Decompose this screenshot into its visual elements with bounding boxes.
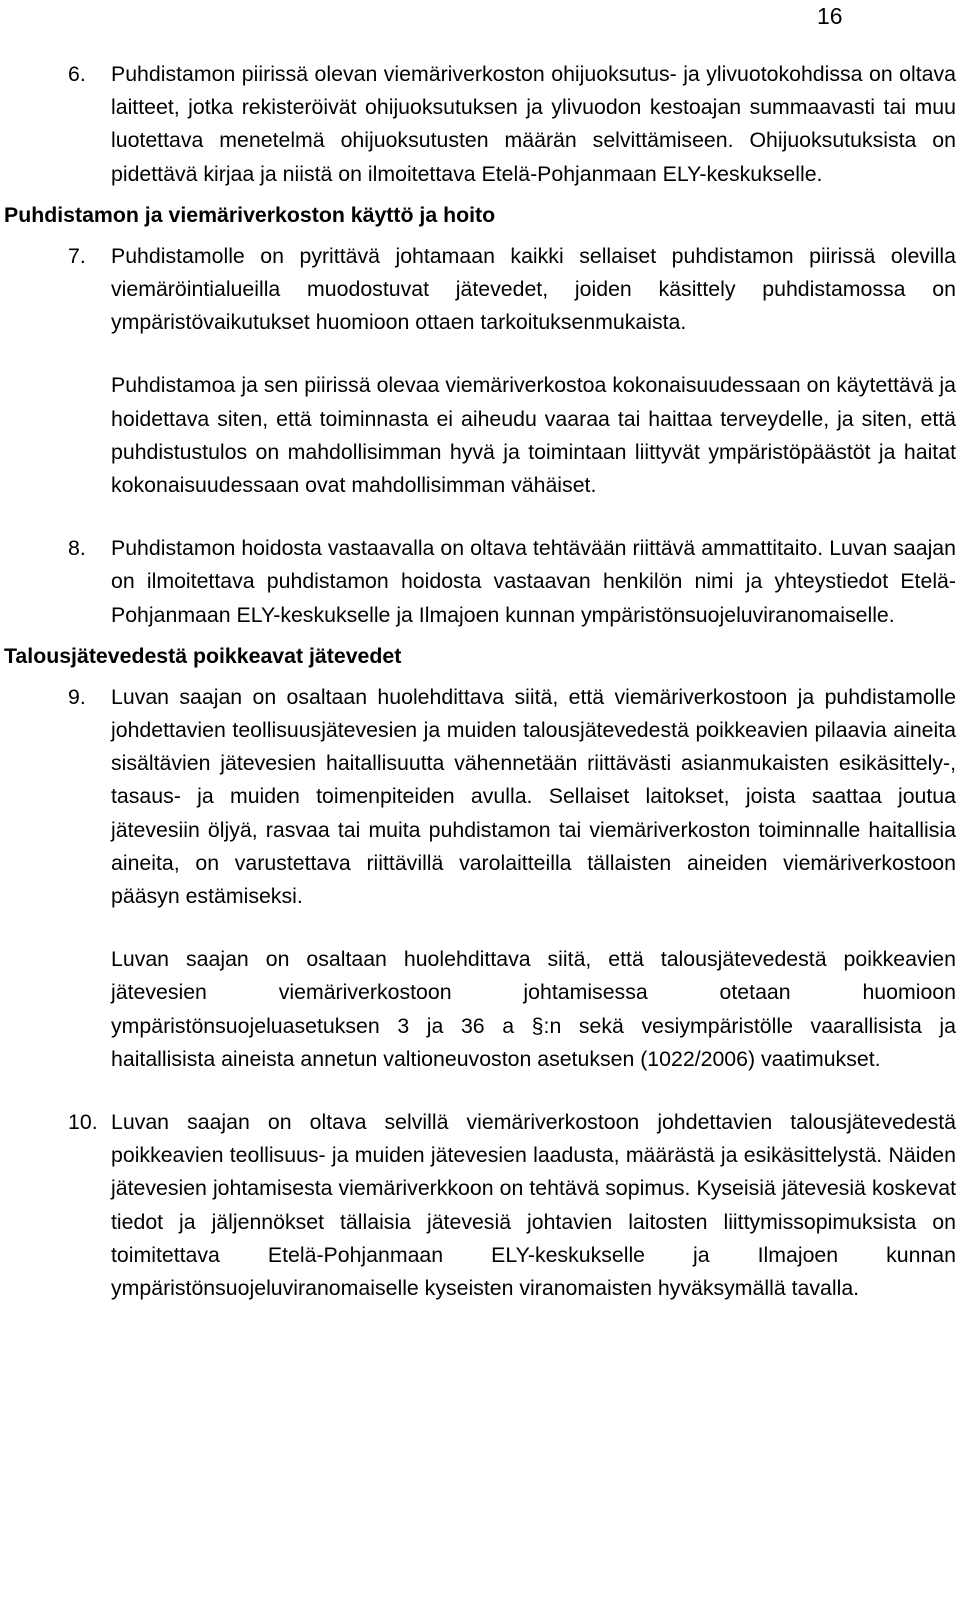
item-number: 9. (68, 684, 86, 709)
paragraph: Puhdistamoa ja sen piirissä olevaa viemäriverkostoa kokonaisuudessaan on käytettävä ja hoidettava siten, että toiminnasta ei aiheudu vaaraa tai haittaa terveydelle, ja siten, että puhdistustulos on mahdollisimman hyvä ja toimintaan liittyvät ympäristöpäästöt ja haitat kokonaisuudessaan ovat mahdollisimman vähäiset. (111, 373, 956, 498)
item-number: 7. (68, 243, 86, 268)
item-text: Puhdistamon piirissä olevan viemäriverkoston ohijuoksutus- ja ylivuotokohdissa on oltava laitteet, jotka rekisteröivät ohijuoksutuksen ja ylivuodon kestoajan summaavasti tai muu luotettava menetelmä ohijuoksutusten määrän selvittämiseen. Ohijuoksutuksista on pidettävä kirjaa ja niistä on ilmoitettava Etelä-Pohjanmaan ELY-keskukselle. (111, 62, 956, 186)
item-text: Luvan saajan on osaltaan huolehdittava siitä, että viemäriverkostoon ja puhdistamolle johdettavien teollisuusjätevesien ja muiden talousjätevedestä poikkeavien pilaavia aineita sisältävien jätevesien haitallisuutta vähennetään riittävästi asianmukaisten esikäsittely-, tasaus- ja muiden toimenpiteiden avulla. Sellaiset laitokset, joista saattaa joutua jätevesiin öljyä, rasvaa tai muita puhdistamon tai viemäriverkoston toiminnalle haitallisia aineita, on varustettava riittävillä varolaitteilla tällaisten aineiden viemäriverkostoon pääsyn estämiseksi. (111, 684, 956, 909)
page-number: 16 (817, 3, 843, 29)
section-heading-non-domestic-wastewater: Talousjätevedestä poikkeavat jätevedet (4, 643, 402, 668)
list-item-10 (4, 1106, 956, 1305)
list-item-6 (4, 58, 956, 191)
document-body (4, 58, 956, 1305)
list-item-7 (4, 240, 956, 340)
section-heading-use-and-maintenance: Puhdistamon ja viemäriverkoston käyttö ja hoito (4, 202, 496, 227)
list-item-8 (4, 532, 956, 632)
item-number: 10. (68, 1110, 98, 1135)
paragraph: Luvan saajan on osaltaan huolehdittava siitä, että talousjätevedestä poikkeavien jätevesien viemäriverkostoon johtamisessa otetaan huomioon ympäristönsuojeluasetuksen 3 ja 36 a §:n sekä vesiympäristölle vaarallisista ja haitallisista aineista annetun valtioneuvoston asetuksen (1022/2006) vaatimukset. (111, 947, 956, 1071)
item-text: Puhdistamon hoidosta vastaavalla on oltava tehtävään riittävä ammattitaito. Luvan saajan on ilmoitettava puhdistamon hoidosta vastaavan henkilön nimi ja yhteystiedot Etelä-Pohjanmaan ELY-keskukselle ja Ilmajoen kunnan ympäristönsuojeluviranomaiselle. (111, 536, 956, 627)
list-item-9 (4, 681, 956, 913)
item-text: Luvan saajan on oltava selvillä viemäriverkostoon johdettavien talousjätevedestä poikkeavien teollisuus- ja muiden jätevesien laadusta, määrästä ja esikäsittelystä. Näiden jätevesien johtamisesta viemäriverkkoon on tehtävä sopimus. Kyseisiä jätevesiä koskevat tiedot ja jäljennökset tällaisia jätevesiä johtavien laitosten liittymissopimuksista on toimitettava Etelä-Pohjanmaan ELY-keskukselle ja Ilmajoen kunnan ympäristönsuojeluviranomaiselle kyseisten viranomaisten hyväksymällä tavalla. (111, 1110, 956, 1301)
item-number: 6. (68, 62, 86, 86)
item-text: Puhdistamolle on pyrittävä johtamaan kaikki sellaiset puhdistamon piirissä olevilla viemäröintialueilla muodostuvat jätevedet, joiden käsittely puhdistamossa on ympäristövaikutukset huomioon ottaen tarkoituksenmukaista. (111, 243, 956, 335)
item-number: 8. (68, 536, 86, 561)
